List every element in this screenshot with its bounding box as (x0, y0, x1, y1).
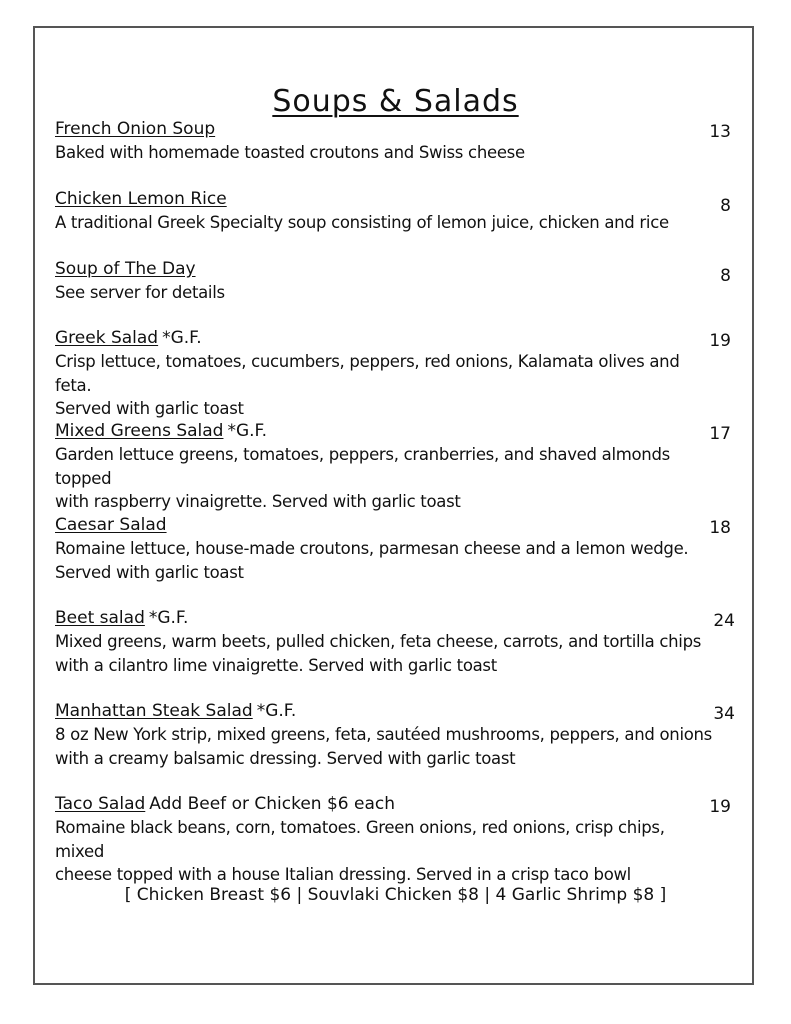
item-name: Greek Salad (55, 328, 159, 348)
item-price: 24 (713, 611, 735, 631)
protein-addons: [ Chicken Breast $6 | Souvlaki Chicken $8 | 4 Garlic Shrimp $8 ] (124, 885, 667, 905)
item-price: 17 (709, 424, 731, 444)
item-price: 8 (720, 266, 731, 286)
item-price: 8 (720, 196, 731, 216)
item-tag: *G.F. (227, 421, 267, 441)
menu-item-caesar-salad (55, 514, 745, 584)
item-description: A traditional Greek Specialty soup consisting of lemon juice, chicken and rice (55, 213, 669, 232)
menu-item-mixed-greens-salad (55, 420, 745, 514)
item-description: See server for details (55, 283, 225, 302)
item-name: Taco Salad (55, 794, 146, 814)
item-tag: *G.F. (162, 328, 202, 348)
menu-item-beet-salad (55, 607, 745, 677)
item-description: Garden lettuce greens, tomatoes, peppers, cranberries, and shaved almonds topped with raspberry vinaigrette. Served with garlic toast (55, 445, 670, 511)
item-description: Mixed greens, warm beets, pulled chicken, feta cheese, carrots, and tortilla chips with a cilantro lime vinaigrette. Served with garlic toast (55, 632, 702, 675)
menu-item-manhattan-steak-salad (55, 700, 745, 770)
item-description: Crisp lettuce, tomatoes, cucumbers, peppers, red onions, Kalamata olives and feta. Served with garlic toast (55, 352, 680, 418)
menu-title: Soups & Salads (272, 84, 519, 120)
item-name: Mixed Greens Salad (55, 421, 224, 441)
menu-item-soup-of-the-day (55, 258, 745, 305)
item-price: 19 (709, 331, 731, 351)
item-description: Romaine lettuce, house-made croutons, parmesan cheese and a lemon wedge. Served with garlic toast (55, 539, 689, 582)
item-name: Beet salad (55, 608, 145, 628)
item-tag: *G.F. (148, 608, 189, 628)
item-price: 19 (709, 797, 731, 817)
item-name: Manhattan Steak Salad (55, 701, 253, 721)
item-price: 18 (709, 518, 731, 538)
menu-item-chicken-lemon-rice (55, 188, 745, 235)
item-description: Romaine black beans, corn, tomatoes. Green onions, red onions, crisp chips, mixed cheese topped with a house Italian dressing. Served in a crisp taco bowl (55, 818, 665, 884)
item-description: Baked with homemade toasted croutons and Swiss cheese (55, 143, 525, 162)
item-tag: Add Beef or Chicken $6 each (149, 794, 395, 814)
menu-item-french-onion-soup (55, 118, 745, 165)
item-description: 8 oz New York strip, mixed greens, feta, sautéed mushrooms, peppers, and onions with a creamy balsamic dressing. Served with garlic toast (55, 725, 712, 768)
item-name: French Onion Soup (55, 119, 216, 139)
menu-item-greek-salad (55, 327, 745, 421)
item-name: Soup of The Day (55, 259, 196, 279)
item-price: 13 (709, 122, 731, 142)
item-name: Caesar Salad (55, 515, 167, 535)
item-name: Chicken Lemon Rice (55, 189, 227, 209)
item-price: 34 (713, 704, 735, 724)
item-tag: *G.F. (256, 701, 297, 721)
menu-item-taco-salad (55, 793, 745, 887)
